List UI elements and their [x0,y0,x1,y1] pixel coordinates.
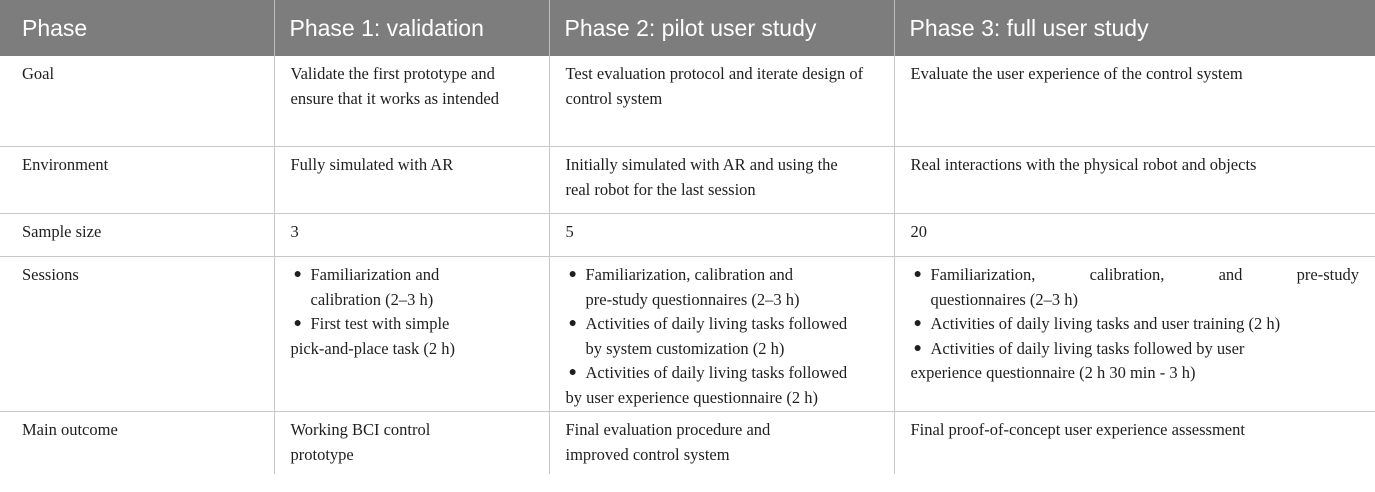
main-outcome-phase-2 [549,412,894,475]
header-row [0,0,1375,56]
row-goal [0,56,1375,147]
list-item [291,263,533,312]
sessions-phase-2 [549,257,894,412]
bullet-icon: ● [913,316,922,331]
list-item-head: Activities of daily living tasks followed [585,363,848,382]
list-item [291,312,533,361]
list-item [566,263,878,312]
row-label-environment: Environment [0,147,274,214]
list-item-head: Activities of daily living tasks and user training (2 h) [930,314,1281,333]
sample-size-phase-2: 5 [549,214,894,257]
header-phase: Phase [0,0,274,56]
list-item-head: Familiarization, calibration and [585,265,794,284]
main-outcome-phase-2-text: Final evaluation procedure and improved control system [565,420,771,464]
environment-phase-2 [549,147,894,214]
main-outcome-phase-1 [274,412,549,475]
sessions-phase-1 [274,257,549,412]
list-item [911,337,1360,386]
list-item-tail: calibration (2–3 h) [310,289,434,309]
header-phase-2: Phase 2: pilot user study [549,0,894,56]
bullet-icon: ● [568,316,577,331]
list-item [911,312,1360,337]
row-main-outcome [0,412,1375,475]
header-phase-1: Phase 1: validation [274,0,549,56]
list-item-tail: pick-and-place task (2 h) [290,338,455,358]
row-label-sample-size: Sample size [0,214,274,257]
list-item [566,312,878,361]
list-item-head: Familiarization, calibration, and pre-study [930,265,1359,284]
main-outcome-phase-3: Final proof-of-concept user experience assessment [894,412,1375,475]
row-sample-size [0,214,1375,257]
row-environment [0,147,1375,214]
goal-phase-1 [274,56,549,147]
row-label-goal: Goal [22,64,55,83]
list-item-tail: questionnaires (2–3 h) [930,289,1079,309]
row-label-main-outcome: Main outcome [0,412,274,475]
environment-phase-1: Fully simulated with AR [274,147,549,214]
header-phase-3: Phase 3: full user study [894,0,1375,56]
list-item-head: Activities of daily living tasks followed [585,314,848,333]
list-item-tail: by user experience questionnaire (2 h) [565,387,818,407]
bullet-icon: ● [913,267,922,282]
goal-phase-2-text: Test evaluation protocol and iterate design of control system [565,64,864,108]
list-item-head: First test with simple [310,314,450,333]
sessions-phase-3-list [911,263,1360,386]
list-item [911,263,1360,312]
list-item-tail: by system customization (2 h) [585,338,785,358]
row-label-sessions: Sessions [0,257,274,412]
sample-size-phase-1: 3 [274,214,549,257]
sessions-phase-2-list [566,263,878,410]
list-item-head: Familiarization and [310,265,440,284]
goal-phase-2 [549,56,894,147]
list-item [566,361,878,410]
list-item-head: Activities of daily living tasks followed by user [930,338,1245,358]
sessions-phase-3 [894,257,1375,412]
bullet-icon: ● [568,267,577,282]
bullet-icon: ● [913,340,922,356]
list-item-tail: experience questionnaire (2 h 30 min - 3 h) [910,363,1196,382]
environment-phase-3: Real interactions with the physical robot and objects [894,147,1375,214]
list-item-tail: pre-study questionnaires (2–3 h) [585,289,800,309]
goal-phase-3: Evaluate the user experience of the control system [894,56,1375,147]
environment-phase-2-text: Initially simulated with AR and using the real robot for the last session [565,155,838,199]
bullet-icon: ● [293,316,302,331]
row-sessions [0,257,1375,412]
main-outcome-phase-1-text: Working BCI control prototype [290,420,431,464]
sample-size-phase-3: 20 [894,214,1375,257]
bullet-icon: ● [293,267,302,282]
goal-phase-1-text: Validate the first prototype and ensure that it works as intended [290,64,499,108]
sessions-phase-1-list [291,263,533,361]
bullet-icon: ● [568,365,577,380]
